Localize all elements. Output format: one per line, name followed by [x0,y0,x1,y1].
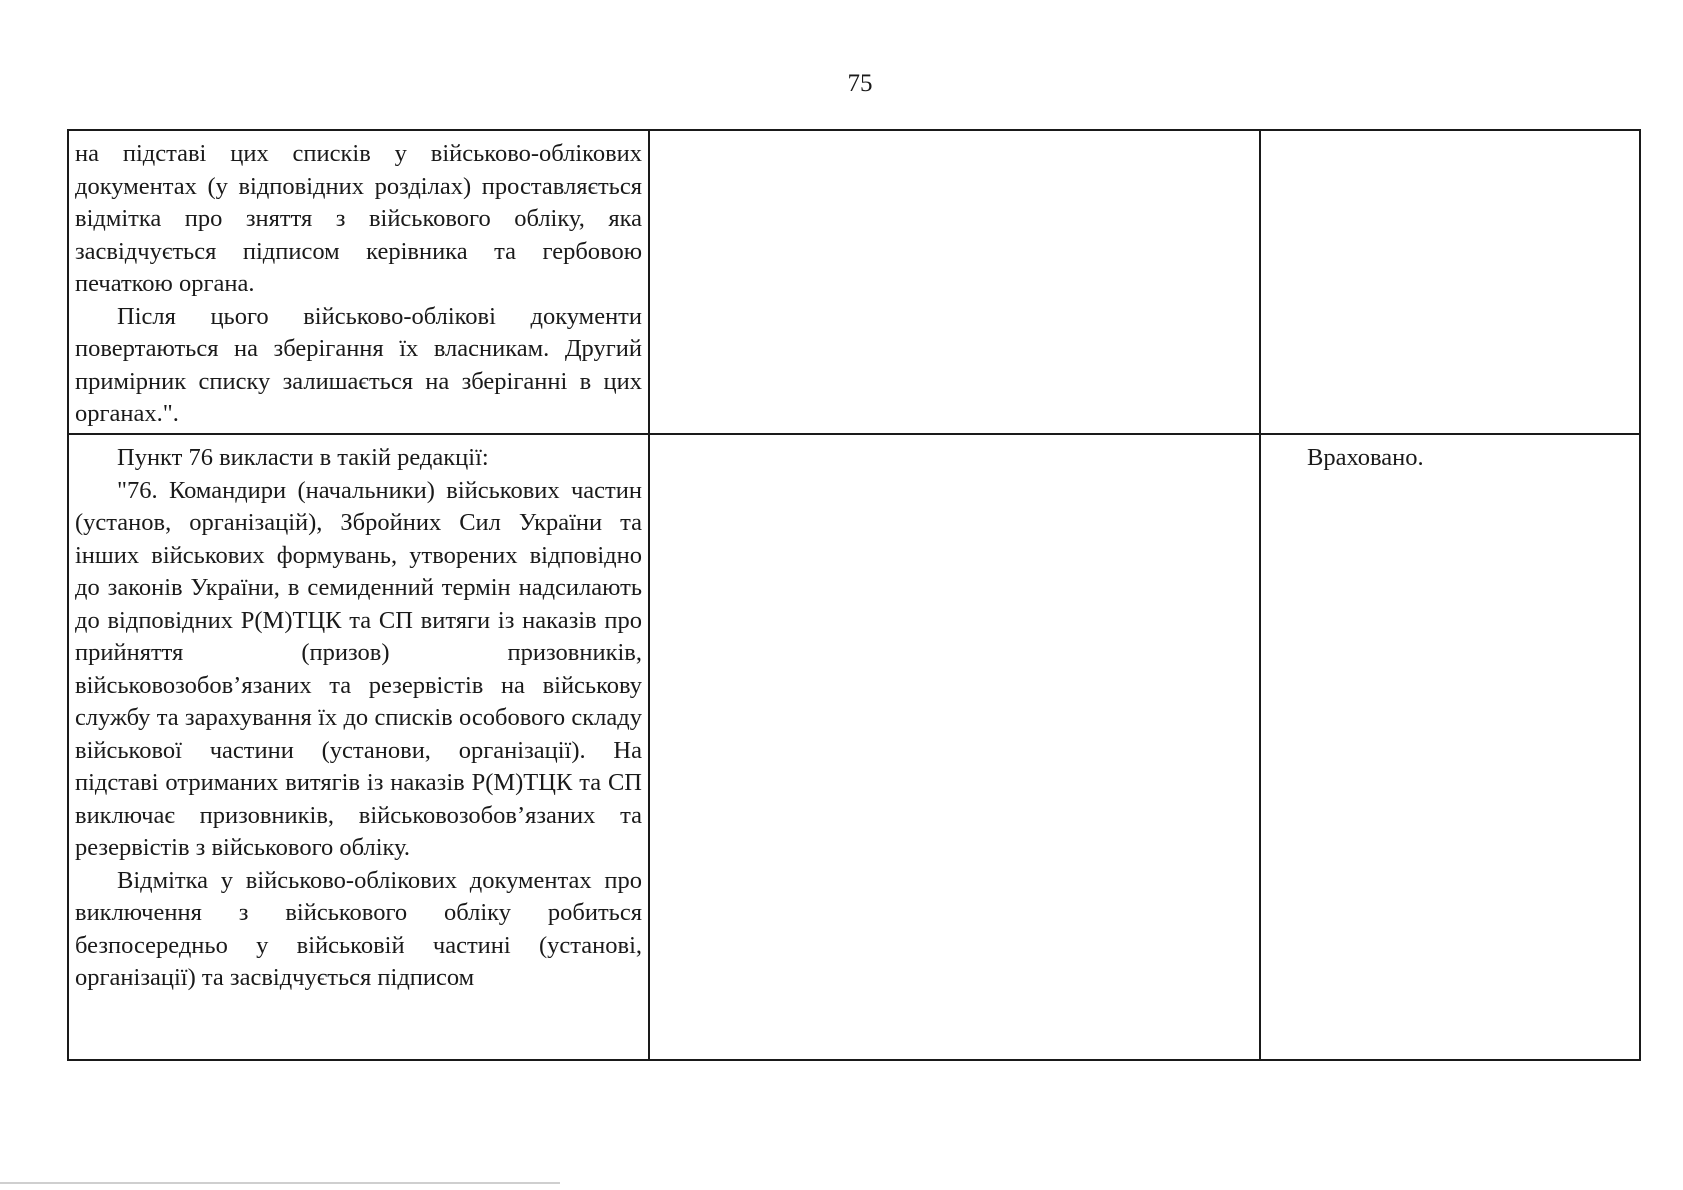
page-number: 75 [847,70,873,97]
cell-content [650,435,1259,442]
table-cell-empty [649,434,1260,1060]
paragraph: "76. Командири (начальники) військових частин (установ, організацій), Збройних Сил України та інших військових формувань, утворених відповідно до законів України, в семиденний термін надсилають до відповідних Р(М)ТЦК та СП витяги із наказів про прийняття (призов) призовників, військовозобов’язаних та резервістів на військову службу та зарахування їх до списків особового складу військової частини (установи, організації). На підставі отриманих витягів із наказів Р(М)ТЦК та СП виключає призовників, військовозобов’язаних та резервістів з військового обліку. [75,476,642,861]
status-text: Враховано. [1307,444,1424,471]
comparison-table [67,129,1641,1061]
table-cell-proposal [68,130,649,434]
scan-edge-line [0,1182,560,1184]
paragraph: на підставі цих списків у військово-облікових документах (у відповідних розділах) проставляється відмітка про зняття з військового обліку, яка засвідчується підписом керівника та гербовою печаткою органа. [75,140,642,297]
paragraph: Після цього військово-облікові документи повертаються на зберігання їх власникам. Другий примірник списку залишається на зберіганні в цих органах.". [75,302,642,427]
status-text [1261,131,1639,138]
table-cell-status [1260,130,1640,434]
cell-content [650,131,1259,138]
table-cell-proposal [68,434,649,1060]
table-row [68,434,1640,1060]
table-cell-status [1260,434,1640,1060]
table-cell-empty [649,130,1260,434]
paragraph: Відмітка у військово-облікових документах про виключення з військового обліку робиться безпосередньо у військовій частині (установі, організації) та засвідчується підписом [75,866,642,991]
paragraph: Пункт 76 викласти в такій редакції: [117,444,489,471]
table-row [68,130,1640,434]
